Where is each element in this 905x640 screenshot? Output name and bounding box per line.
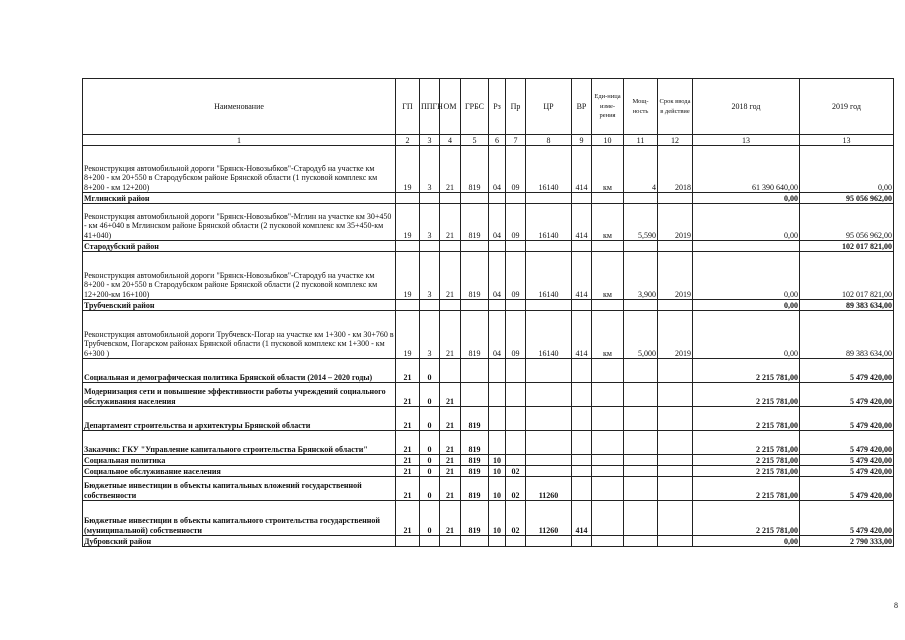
cell-ppgn: 0: [420, 455, 440, 466]
cell-y2018: 0,00: [693, 252, 800, 300]
cell-gp: 19: [396, 252, 420, 300]
cell-pr: 02: [506, 466, 526, 477]
cell-unit: [592, 383, 624, 407]
cell-ppgn: 0: [420, 501, 440, 536]
cell-unit: [592, 501, 624, 536]
cell-vr: [572, 431, 592, 455]
cell-power: 3,900: [624, 252, 658, 300]
cell-unit: [592, 466, 624, 477]
cell-term: [658, 359, 693, 383]
cell-grbs: 819: [461, 252, 489, 300]
cell-om: 21: [440, 477, 461, 501]
cell-term: [658, 455, 693, 466]
cell-power: [624, 431, 658, 455]
cell-rz: [489, 359, 506, 383]
cell-term: [658, 241, 693, 252]
cell-pr: 09: [506, 204, 526, 241]
cell-pr: 09: [506, 252, 526, 300]
cell-cr: 16140: [526, 146, 572, 193]
cell-power: [624, 359, 658, 383]
column-header: Еди-ница изме-рения: [592, 79, 624, 135]
cell-om: 21: [440, 407, 461, 431]
cell-unit: [592, 455, 624, 466]
cell-ppgn: 0: [420, 431, 440, 455]
budget-table: [82, 78, 894, 547]
table-row: [83, 455, 894, 466]
cell-y2018: 2 215 781,00: [693, 431, 800, 455]
cell-vr: [572, 477, 592, 501]
cell-ppgn: 3: [420, 311, 440, 359]
table-row: [83, 466, 894, 477]
cell-y2019: 0,00: [800, 146, 894, 193]
column-header: ГРБС: [461, 79, 489, 135]
cell-vr: 414: [572, 252, 592, 300]
cell-y2019: 5 479 420,00: [800, 407, 894, 431]
cell-ppgn: [420, 300, 440, 311]
cell-om: 21: [440, 501, 461, 536]
column-header: Наименование: [83, 79, 396, 135]
cell-cr: 16140: [526, 204, 572, 241]
table-row: [83, 431, 894, 455]
cell-y2018: 2 215 781,00: [693, 407, 800, 431]
header-row: [83, 79, 894, 135]
cell-om: [440, 536, 461, 547]
cell-grbs: [461, 383, 489, 407]
cell-grbs: [461, 300, 489, 311]
cell-om: 21: [440, 204, 461, 241]
table-row: [83, 501, 894, 536]
cell-cr: [526, 466, 572, 477]
cell-pr: [506, 359, 526, 383]
cell-name: Трубчевский район: [83, 300, 396, 311]
cell-unit: [592, 431, 624, 455]
cell-rz: [489, 383, 506, 407]
cell-y2018: 2 215 781,00: [693, 477, 800, 501]
cell-y2019: 5 479 420,00: [800, 477, 894, 501]
cell-cr: [526, 359, 572, 383]
cell-y2018: 2 215 781,00: [693, 501, 800, 536]
table-row: [83, 241, 894, 252]
cell-y2019: 95 056 962,00: [800, 193, 894, 204]
cell-name: Реконструкция автомобильной дороги "Брянск-Новозыбков"-Стародуб на участке км 8+200 - км 20+550 в Стародубском районе Брянской области (1 пусковой комплекс км 8+200 - км 12+200): [83, 146, 396, 193]
cell-om: 21: [440, 383, 461, 407]
cell-power: [624, 501, 658, 536]
table-row: [83, 193, 894, 204]
column-header: ЦР: [526, 79, 572, 135]
cell-y2019: 89 383 634,00: [800, 311, 894, 359]
cell-y2019: 95 056 962,00: [800, 204, 894, 241]
cell-rz: 10: [489, 477, 506, 501]
cell-term: [658, 407, 693, 431]
cell-cr: [526, 407, 572, 431]
cell-ppgn: 3: [420, 252, 440, 300]
cell-unit: [592, 193, 624, 204]
column-number-row: [83, 135, 894, 146]
cell-rz: 04: [489, 146, 506, 193]
cell-y2018: 0,00: [693, 193, 800, 204]
cell-term: [658, 300, 693, 311]
cell-vr: 414: [572, 204, 592, 241]
cell-power: [624, 300, 658, 311]
cell-gp: 19: [396, 311, 420, 359]
cell-vr: [572, 193, 592, 204]
cell-y2018: 2 215 781,00: [693, 359, 800, 383]
cell-y2018: 2 215 781,00: [693, 466, 800, 477]
column-number: 4: [440, 135, 461, 146]
page-number: 8: [894, 601, 898, 610]
table-row: [83, 359, 894, 383]
cell-pr: 09: [506, 146, 526, 193]
cell-y2018: 2 215 781,00: [693, 383, 800, 407]
cell-vr: [572, 359, 592, 383]
cell-ppgn: 3: [420, 146, 440, 193]
cell-y2019: 5 479 420,00: [800, 501, 894, 536]
cell-cr: 16140: [526, 252, 572, 300]
cell-name: Стародубский район: [83, 241, 396, 252]
cell-y2018: 2 215 781,00: [693, 455, 800, 466]
cell-cr: 16140: [526, 311, 572, 359]
cell-vr: [572, 455, 592, 466]
cell-pr: 09: [506, 311, 526, 359]
cell-pr: [506, 241, 526, 252]
cell-gp: [396, 536, 420, 547]
cell-om: 21: [440, 311, 461, 359]
table-row: [83, 383, 894, 407]
column-number: 11: [624, 135, 658, 146]
cell-om: [440, 300, 461, 311]
cell-gp: 21: [396, 455, 420, 466]
cell-gp: 19: [396, 204, 420, 241]
cell-rz: [489, 536, 506, 547]
cell-power: [624, 241, 658, 252]
cell-name: Бюджетные инвестиции в объекты капитального строительства государственной (муниципальной) собственности: [83, 501, 396, 536]
column-number: 2: [396, 135, 420, 146]
column-number: 10: [592, 135, 624, 146]
cell-y2019: 89 383 634,00: [800, 300, 894, 311]
cell-rz: 04: [489, 204, 506, 241]
column-header: ГП: [396, 79, 420, 135]
cell-vr: [572, 383, 592, 407]
cell-vr: [572, 241, 592, 252]
cell-term: [658, 501, 693, 536]
cell-y2019: 102 017 821,00: [800, 241, 894, 252]
column-header: 2018 год: [693, 79, 800, 135]
cell-y2019: 5 479 420,00: [800, 455, 894, 466]
cell-name: Реконструкция автомобильной дороги "Брянск-Новозыбков"-Мглин на участке км 30+450 - км 46+040 в Мглинском районе Брянской области (2 пусковой комплекс км 35+450-км 41+040): [83, 204, 396, 241]
cell-term: [658, 383, 693, 407]
cell-gp: 21: [396, 407, 420, 431]
cell-om: [440, 241, 461, 252]
cell-cr: [526, 300, 572, 311]
cell-om: 21: [440, 466, 461, 477]
cell-grbs: 819: [461, 455, 489, 466]
cell-unit: [592, 407, 624, 431]
cell-unit: [592, 300, 624, 311]
cell-y2019: 102 017 821,00: [800, 252, 894, 300]
cell-power: 5,590: [624, 204, 658, 241]
cell-pr: [506, 431, 526, 455]
cell-cr: 11260: [526, 501, 572, 536]
cell-unit: [592, 241, 624, 252]
cell-y2018: 0,00: [693, 311, 800, 359]
cell-gp: [396, 193, 420, 204]
cell-vr: [572, 466, 592, 477]
cell-pr: 02: [506, 477, 526, 501]
cell-gp: 21: [396, 501, 420, 536]
cell-om: [440, 193, 461, 204]
cell-pr: [506, 383, 526, 407]
cell-power: [624, 536, 658, 547]
cell-y2019: 5 479 420,00: [800, 359, 894, 383]
cell-power: [624, 466, 658, 477]
cell-term: 2019: [658, 252, 693, 300]
cell-vr: 414: [572, 311, 592, 359]
table-row: [83, 146, 894, 193]
cell-name: Бюджетные инвестиции в объекты капитальных вложений государственной собственности: [83, 477, 396, 501]
cell-gp: 21: [396, 477, 420, 501]
cell-grbs: 819: [461, 311, 489, 359]
cell-unit: [592, 359, 624, 383]
cell-ppgn: [420, 241, 440, 252]
cell-y2018: [693, 241, 800, 252]
cell-om: 21: [440, 431, 461, 455]
column-number: 12: [658, 135, 693, 146]
cell-om: 21: [440, 252, 461, 300]
cell-y2018: 61 390 640,00: [693, 146, 800, 193]
cell-name: Социальное обслуживание населения: [83, 466, 396, 477]
cell-cr: [526, 193, 572, 204]
cell-cr: [526, 455, 572, 466]
column-number: 13: [693, 135, 800, 146]
column-header: ППГН: [420, 79, 440, 135]
cell-rz: 04: [489, 252, 506, 300]
column-number: 5: [461, 135, 489, 146]
cell-rz: [489, 407, 506, 431]
cell-power: [624, 455, 658, 466]
cell-unit: [592, 477, 624, 501]
cell-term: [658, 477, 693, 501]
cell-grbs: 819: [461, 204, 489, 241]
cell-gp: 21: [396, 431, 420, 455]
table-body: [83, 146, 894, 547]
cell-term: [658, 536, 693, 547]
cell-ppgn: 0: [420, 407, 440, 431]
cell-y2019: 2 790 333,00: [800, 536, 894, 547]
cell-pr: [506, 193, 526, 204]
cell-gp: [396, 300, 420, 311]
cell-grbs: 819: [461, 407, 489, 431]
cell-cr: [526, 241, 572, 252]
cell-name: Дубровский район: [83, 536, 396, 547]
cell-om: [440, 359, 461, 383]
cell-y2018: 0,00: [693, 204, 800, 241]
column-number: 7: [506, 135, 526, 146]
cell-term: 2019: [658, 311, 693, 359]
cell-term: [658, 431, 693, 455]
cell-term: 2019: [658, 204, 693, 241]
cell-name: Реконструкция автомобильной дороги "Брянск-Новозыбков"-Стародуб на участке км 8+200 - км 20+550 в Стародубском районе Брянской области (2 пусковой комплекс км 12+200-км 16+100): [83, 252, 396, 300]
cell-grbs: 819: [461, 431, 489, 455]
cell-power: 5,000: [624, 311, 658, 359]
column-header: Пр: [506, 79, 526, 135]
cell-cr: 11260: [526, 477, 572, 501]
cell-ppgn: 0: [420, 466, 440, 477]
cell-name: Реконструкция автомобильной дороги Трубчевск-Погар на участке км 1+300 - км 30+760 в Трубчевском, Погарском районах Брянской области (1 пусковой комплекс км 1+300 - км 6+300 ): [83, 311, 396, 359]
cell-pr: [506, 455, 526, 466]
cell-name: Мглинский район: [83, 193, 396, 204]
cell-unit: км: [592, 146, 624, 193]
cell-power: [624, 407, 658, 431]
column-number: 13: [800, 135, 894, 146]
cell-pr: [506, 300, 526, 311]
cell-vr: 414: [572, 501, 592, 536]
cell-cr: [526, 383, 572, 407]
cell-grbs: [461, 359, 489, 383]
cell-y2019: 5 479 420,00: [800, 383, 894, 407]
cell-rz: 10: [489, 501, 506, 536]
cell-grbs: [461, 241, 489, 252]
cell-power: 4: [624, 146, 658, 193]
column-number: 9: [572, 135, 592, 146]
cell-power: [624, 383, 658, 407]
cell-cr: [526, 431, 572, 455]
table-row: [83, 477, 894, 501]
cell-name: Заказчик: ГКУ "Управление капитального строительства Брянской области": [83, 431, 396, 455]
cell-ppgn: 0: [420, 359, 440, 383]
cell-gp: 21: [396, 383, 420, 407]
column-header: ОМ: [440, 79, 461, 135]
cell-grbs: [461, 536, 489, 547]
cell-term: [658, 466, 693, 477]
cell-vr: 414: [572, 146, 592, 193]
column-header: Рз: [489, 79, 506, 135]
cell-rz: 10: [489, 466, 506, 477]
cell-unit: км: [592, 311, 624, 359]
cell-gp: 21: [396, 466, 420, 477]
table-row: [83, 311, 894, 359]
column-header: Мощ-ность: [624, 79, 658, 135]
cell-name: Модернизация сети и повышение эффективности работы учреждений социального обслуживания населения: [83, 383, 396, 407]
cell-vr: [572, 407, 592, 431]
cell-name: Департамент строительства и архитектуры Брянской области: [83, 407, 396, 431]
cell-grbs: 819: [461, 477, 489, 501]
cell-y2019: 5 479 420,00: [800, 431, 894, 455]
cell-ppgn: 3: [420, 204, 440, 241]
cell-pr: 02: [506, 501, 526, 536]
cell-grbs: [461, 193, 489, 204]
cell-y2019: 5 479 420,00: [800, 466, 894, 477]
cell-pr: [506, 536, 526, 547]
cell-rz: [489, 300, 506, 311]
cell-name: Социальная политика: [83, 455, 396, 466]
cell-unit: км: [592, 252, 624, 300]
column-number: 3: [420, 135, 440, 146]
cell-grbs: 819: [461, 146, 489, 193]
cell-term: [658, 193, 693, 204]
cell-name: Социальная и демографическая политика Брянской области (2014 – 2020 годы): [83, 359, 396, 383]
cell-rz: 04: [489, 311, 506, 359]
cell-grbs: 819: [461, 466, 489, 477]
cell-rz: [489, 241, 506, 252]
cell-rz: [489, 193, 506, 204]
column-number: 8: [526, 135, 572, 146]
cell-term: 2018: [658, 146, 693, 193]
table-row: [83, 407, 894, 431]
column-number: 1: [83, 135, 396, 146]
cell-gp: 19: [396, 146, 420, 193]
cell-ppgn: 0: [420, 383, 440, 407]
column-number: 6: [489, 135, 506, 146]
cell-rz: 10: [489, 455, 506, 466]
table-row: [83, 252, 894, 300]
cell-vr: [572, 536, 592, 547]
table-row: [83, 536, 894, 547]
cell-pr: [506, 407, 526, 431]
cell-unit: км: [592, 204, 624, 241]
table-row: [83, 300, 894, 311]
cell-gp: 21: [396, 359, 420, 383]
cell-y2018: 0,00: [693, 300, 800, 311]
table-row: [83, 204, 894, 241]
column-header: ВР: [572, 79, 592, 135]
column-header: 2019 год: [800, 79, 894, 135]
cell-power: [624, 477, 658, 501]
cell-rz: [489, 431, 506, 455]
cell-ppgn: [420, 536, 440, 547]
cell-cr: [526, 536, 572, 547]
cell-y2018: 0,00: [693, 536, 800, 547]
column-header: Срок ввода в действие: [658, 79, 693, 135]
cell-unit: [592, 536, 624, 547]
cell-om: 21: [440, 455, 461, 466]
cell-ppgn: 0: [420, 477, 440, 501]
cell-grbs: 819: [461, 501, 489, 536]
cell-ppgn: [420, 193, 440, 204]
cell-vr: [572, 300, 592, 311]
cell-gp: [396, 241, 420, 252]
cell-om: 21: [440, 146, 461, 193]
cell-power: [624, 193, 658, 204]
